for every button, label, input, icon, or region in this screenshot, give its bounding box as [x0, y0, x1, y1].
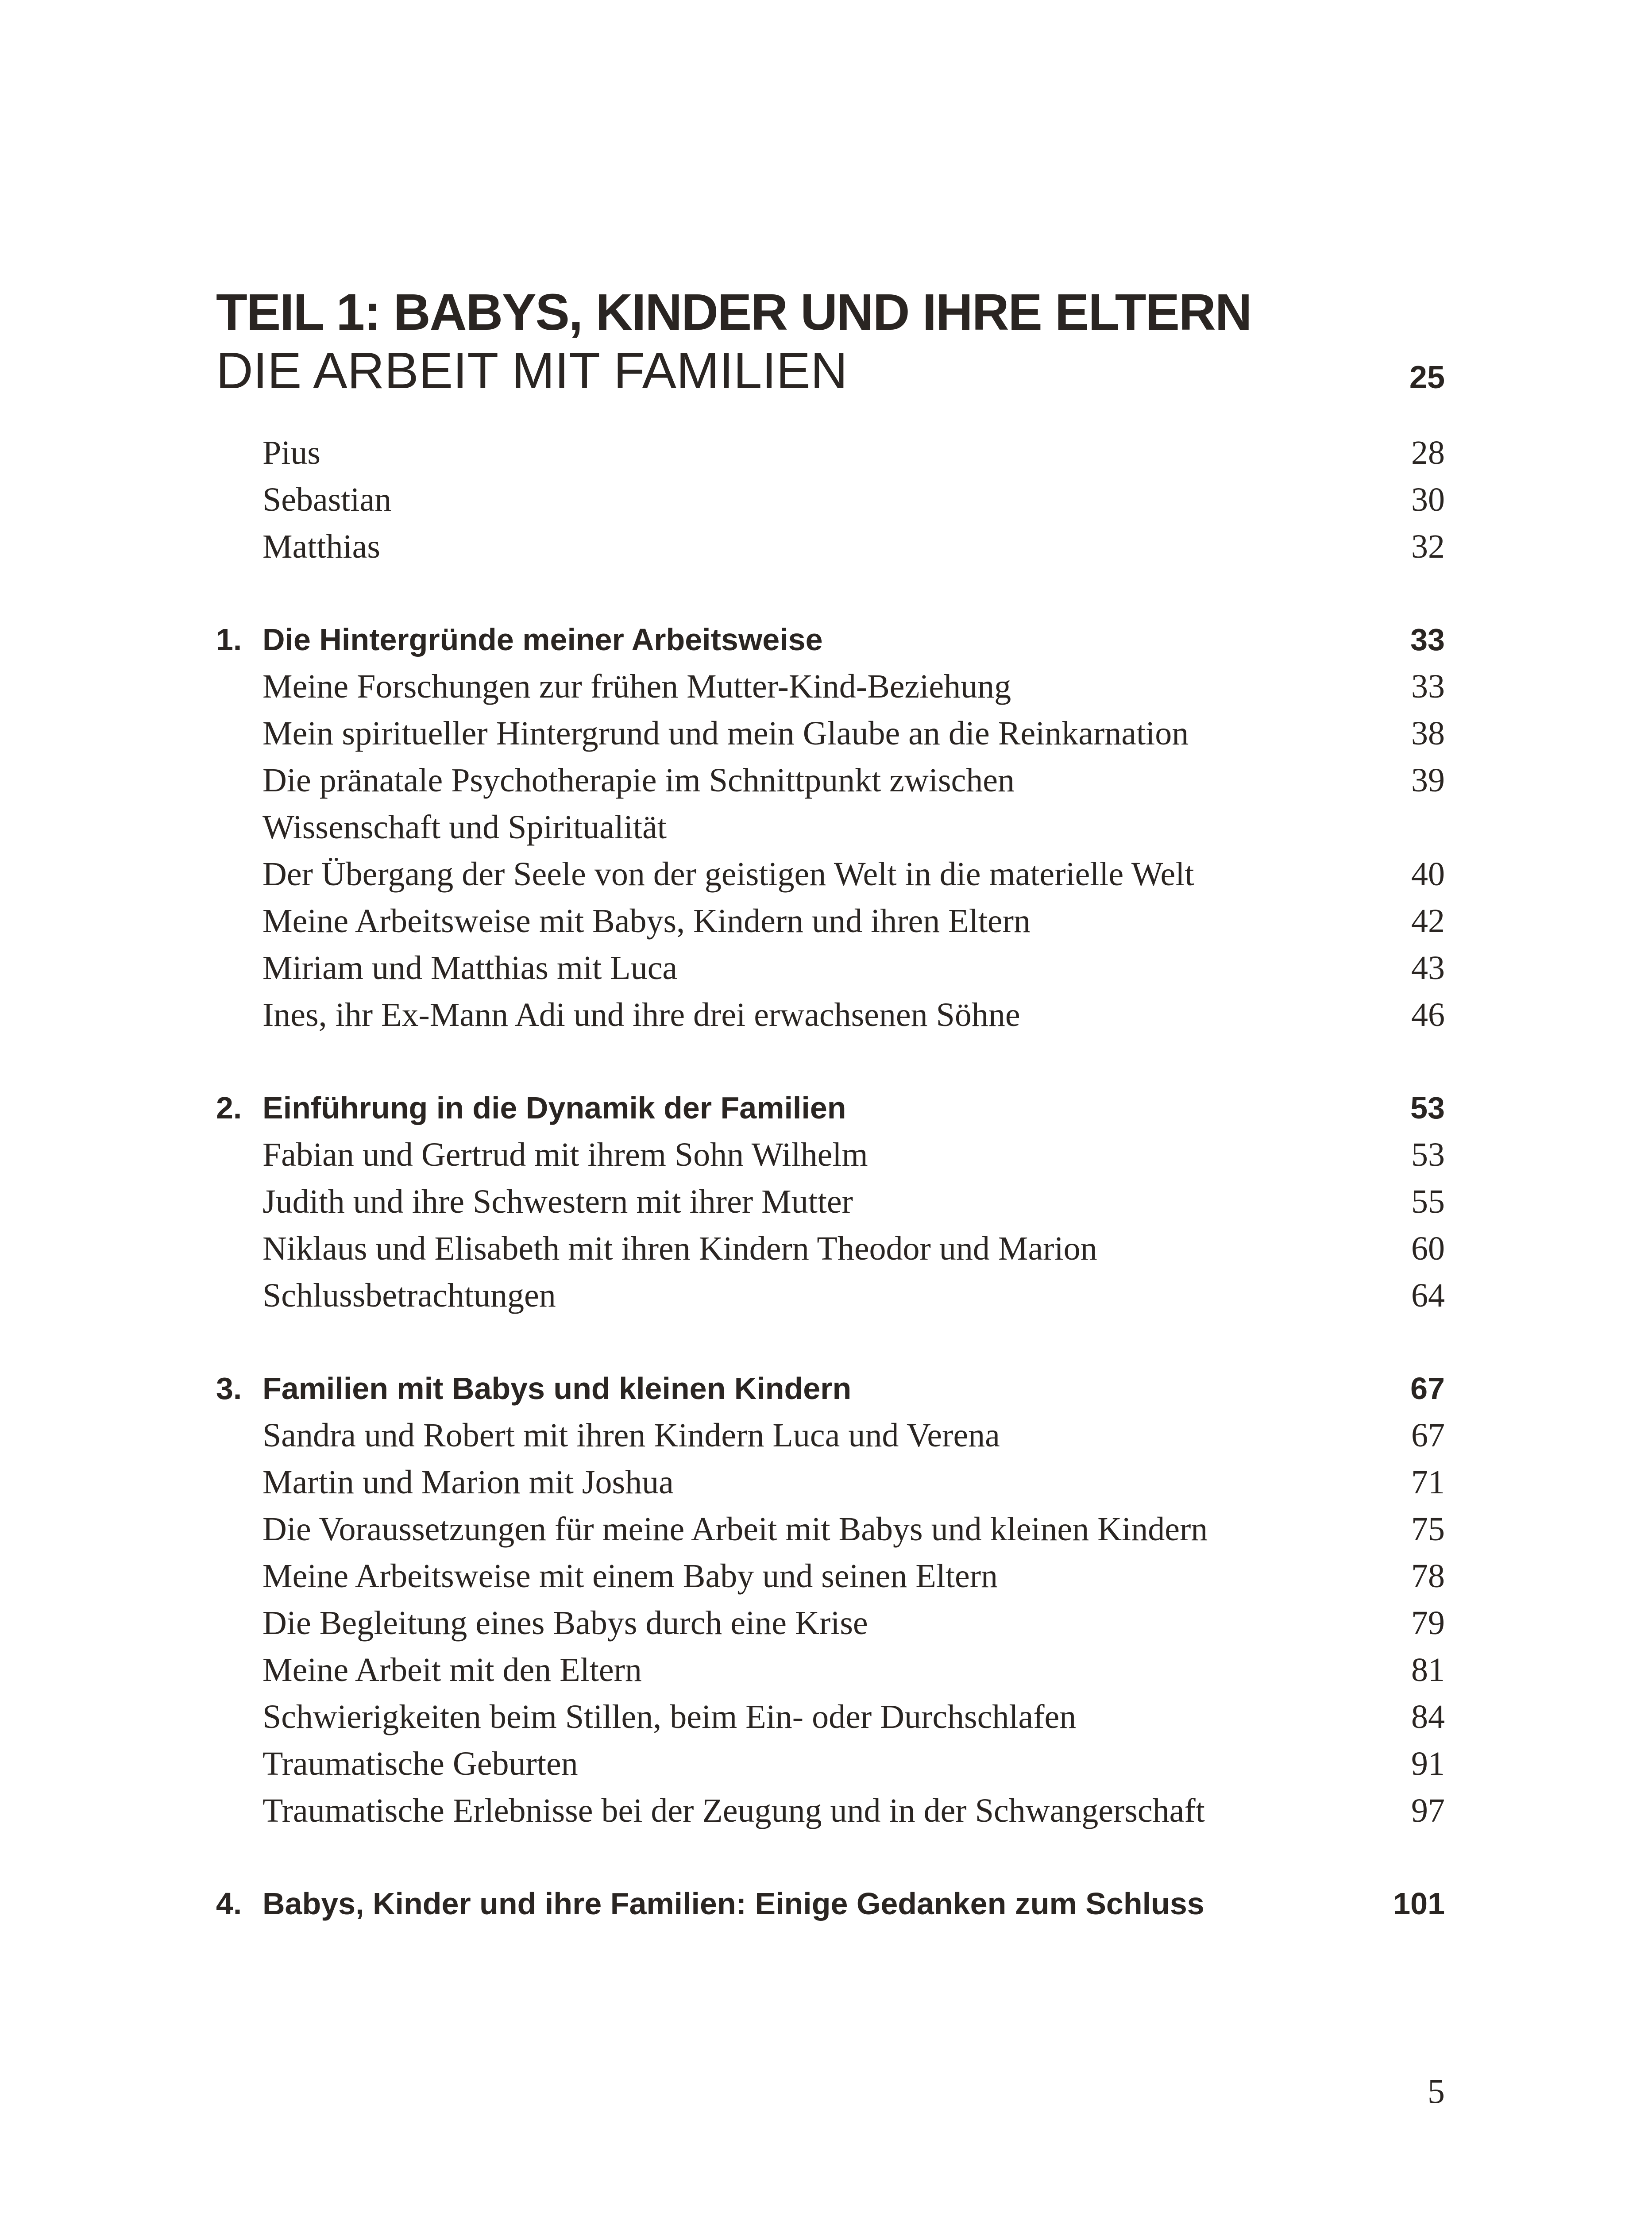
entry-label: Der Übergang der Seele von der geistigen Welt in die materielle Welt: [262, 856, 1194, 893]
intro-entries: [216, 429, 1445, 570]
entry-label: Matthias: [262, 528, 380, 565]
entry-page: 67: [1411, 1417, 1445, 1454]
chapter-3: [216, 1365, 1445, 1834]
chapter-title: Babys, Kinder und ihre Familien: Einige Gedanken zum Schluss: [262, 1886, 1204, 1921]
entry-label: Die Voraussetzungen für meine Arbeit mit Babys und kleinen Kindern: [262, 1511, 1208, 1548]
chapter-heading[interactable]: [216, 1084, 1445, 1131]
entry-label: Sandra und Robert mit ihren Kindern Luca und Verena: [262, 1417, 1000, 1454]
entry-label: Ines, ihr Ex-Mann Adi und ihre drei erwachsenen Söhne: [262, 996, 1020, 1033]
entry-label: Traumatische Erlebnisse bei der Zeugung und in der Schwangerschaft: [262, 1792, 1205, 1829]
entry-label: Miriam und Matthias mit Luca: [262, 949, 678, 987]
chapter-title: Einführung in die Dynamik der Familien: [262, 1091, 846, 1125]
chapter-heading[interactable]: [216, 1365, 1445, 1412]
chapter-title: Familien mit Babys und kleinen Kindern: [262, 1371, 852, 1406]
toc-entry[interactable]: [216, 757, 1445, 804]
toc-entry[interactable]: [216, 1740, 1445, 1787]
entry-label: Mein spiritueller Hintergrund und mein Glaube an die Reinkarnation: [262, 715, 1189, 752]
entry-label: Niklaus und Elisabeth mit ihren Kindern Theodor und Marion: [262, 1230, 1097, 1267]
entry-page: 64: [1411, 1277, 1445, 1314]
toc-entry[interactable]: [216, 851, 1445, 898]
entry-label: Meine Forschungen zur frühen Mutter-Kind-Beziehung: [262, 668, 1011, 705]
part-subtitle: DIE ARBEIT MIT FAMILIEN: [216, 342, 848, 399]
toc-entry[interactable]: [216, 1553, 1445, 1600]
entry-page: 32: [1411, 528, 1445, 565]
chapter-4: [216, 1880, 1445, 1927]
toc-entry[interactable]: [216, 1600, 1445, 1646]
entry-page: 33: [1411, 668, 1445, 705]
entry-page: 39: [1411, 762, 1445, 799]
entry-label: Judith und ihre Schwestern mit ihrer Mutter: [262, 1183, 853, 1220]
part-title: TEIL 1: BABYS, KINDER UND IHRE ELTERN: [216, 283, 1251, 341]
chapter-heading[interactable]: [216, 1880, 1445, 1927]
entry-page: 75: [1411, 1511, 1445, 1548]
entry-page: 79: [1411, 1604, 1445, 1642]
toc-entry[interactable]: [216, 1412, 1445, 1459]
entry-page: 28: [1411, 434, 1445, 471]
chapter-page: 33: [1410, 622, 1445, 657]
entry-page: 43: [1411, 949, 1445, 987]
chapter-number: 3.: [216, 1371, 242, 1406]
chapter-heading[interactable]: [216, 616, 1445, 663]
toc-entry[interactable]: [216, 710, 1445, 757]
entry-label: Schlussbetrachtungen: [262, 1277, 556, 1314]
entry-page: 84: [1411, 1698, 1445, 1735]
entry-page: 91: [1411, 1745, 1445, 1782]
entry-label: Schwierigkeiten beim Stillen, beim Ein- oder Durchschlafen: [262, 1698, 1077, 1735]
entry-label: Wissenschaft und Spiritualität: [262, 809, 667, 846]
entry-page: 46: [1411, 996, 1445, 1033]
chapter-number: 1.: [216, 622, 242, 657]
page-number: 5: [1428, 2072, 1445, 2110]
entry-page: 30: [1411, 481, 1445, 518]
toc-entry[interactable]: [216, 523, 1445, 570]
entry-label: Die pränatale Psychotherapie im Schnittpunkt zwischen: [262, 762, 1015, 799]
chapter-page: 101: [1393, 1886, 1445, 1921]
entry-page: 38: [1411, 715, 1445, 752]
entry-page: 78: [1411, 1558, 1445, 1595]
chapter-2: [216, 1084, 1445, 1319]
entry-page: 71: [1411, 1464, 1445, 1501]
entry-label: Die Begleitung eines Babys durch eine Krise: [262, 1604, 868, 1642]
chapter-page: 53: [1410, 1091, 1445, 1125]
toc-entry[interactable]: [216, 1787, 1445, 1834]
entry-label: Meine Arbeitsweise mit Babys, Kindern und ihren Eltern: [262, 902, 1031, 940]
toc-entry[interactable]: [216, 1459, 1445, 1506]
entry-page: 40: [1411, 856, 1445, 893]
entry-page: 42: [1411, 902, 1445, 940]
entry-label: Pius: [262, 434, 320, 471]
toc-entry[interactable]: [216, 1646, 1445, 1693]
part-page-number: 25: [1409, 360, 1445, 395]
toc-entry[interactable]: [216, 1225, 1445, 1272]
toc-entry[interactable]: [216, 663, 1445, 710]
part-subtitle-row: [216, 342, 1445, 399]
toc-entry[interactable]: [216, 1131, 1445, 1178]
toc-entry[interactable]: [216, 1506, 1445, 1553]
entry-page: 97: [1411, 1792, 1445, 1829]
entry-label: Martin und Marion mit Joshua: [262, 1464, 674, 1501]
chapter-page: 67: [1410, 1371, 1445, 1406]
toc-entry[interactable]: [216, 898, 1445, 945]
entry-page: 53: [1411, 1136, 1445, 1173]
entry-label: Traumatische Geburten: [262, 1745, 578, 1782]
toc-entry-continuation[interactable]: [216, 804, 1445, 851]
chapter-title: Die Hintergründe meiner Arbeitsweise: [262, 622, 823, 657]
chapter-number: 4.: [216, 1886, 242, 1921]
toc-entry[interactable]: [216, 1693, 1445, 1740]
toc-entry[interactable]: [216, 991, 1445, 1038]
toc-entry[interactable]: [216, 429, 1445, 476]
entry-label: Meine Arbeitsweise mit einem Baby und seinen Eltern: [262, 1558, 998, 1595]
entry-page: 55: [1411, 1183, 1445, 1220]
toc-entry[interactable]: [216, 476, 1445, 523]
toc-entry[interactable]: [216, 1272, 1445, 1319]
entry-page: 81: [1411, 1651, 1445, 1689]
entry-label: Sebastian: [262, 481, 392, 518]
table-of-contents: [216, 283, 1445, 1927]
entry-label: Fabian und Gertrud mit ihrem Sohn Wilhelm: [262, 1136, 868, 1173]
toc-entry[interactable]: [216, 945, 1445, 991]
chapter-1: [216, 616, 1445, 1038]
toc-entry[interactable]: [216, 1178, 1445, 1225]
entry-label: Meine Arbeit mit den Eltern: [262, 1651, 642, 1689]
chapter-number: 2.: [216, 1091, 242, 1125]
entry-page: 60: [1411, 1230, 1445, 1267]
